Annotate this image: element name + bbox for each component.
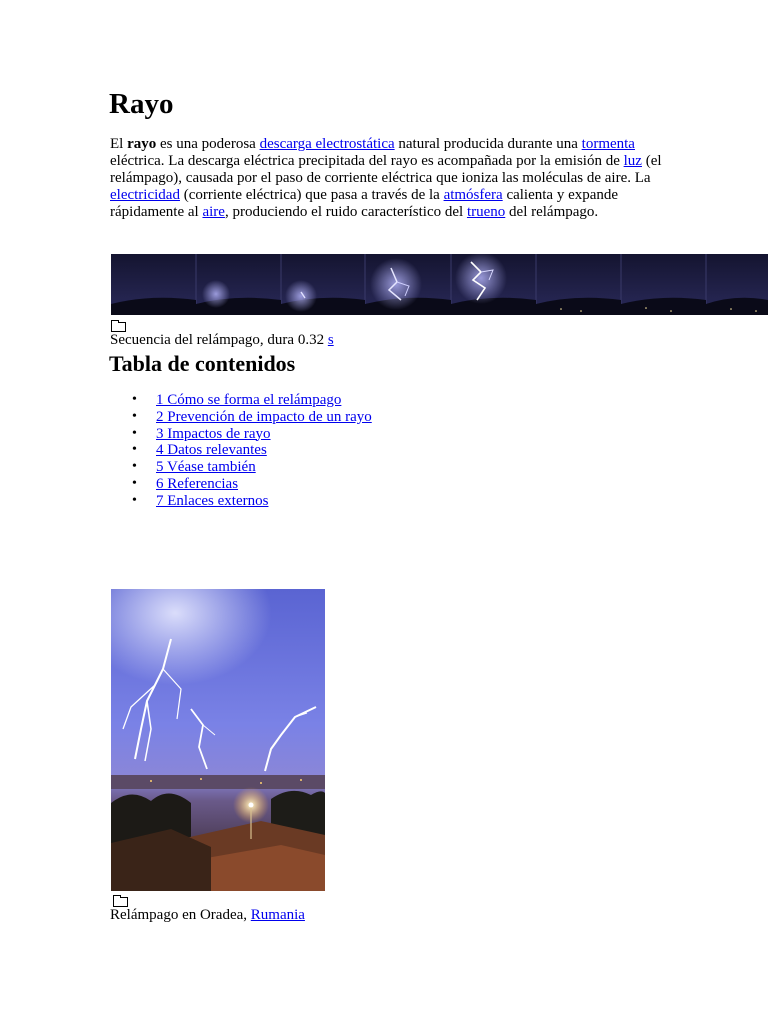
photo-caption (110, 907, 305, 924)
link-luz[interactable]: luz (623, 153, 642, 169)
toc-list (110, 392, 372, 510)
link-trueno[interactable]: trueno (466, 204, 506, 220)
enlarge-icon[interactable] (113, 897, 128, 907)
toc-link[interactable]: 2 Prevención de impacto de un rayo (156, 408, 372, 425)
intro-text: El (110, 136, 128, 152)
lightning-sequence-svg (111, 254, 768, 315)
intro-text: , produciendo el ruido característico del (224, 204, 467, 220)
link-seconds[interactable]: s (327, 332, 334, 348)
toc-link[interactable]: 4 Datos relevantes (156, 442, 267, 459)
toc-item (110, 459, 372, 476)
link-rumania[interactable]: Rumania (250, 907, 305, 923)
intro-text: (el relámpago), causada por el paso de corriente eléctrica que ioniza las moléculas de aire. La (110, 153, 662, 186)
photo-caption-text: Relámpago en Oradea, (110, 907, 251, 923)
toc-item (110, 409, 372, 426)
intro-text: eléctrica. La descarga eléctrica precipitada del rayo es acompañada por la emisión de (110, 153, 624, 169)
intro-text: natural producida durante una (394, 136, 582, 152)
sequence-caption (110, 332, 334, 349)
toc-link[interactable]: 7 Enlaces externos (156, 492, 269, 509)
toc-link[interactable]: 1 Cómo se forma el relámpago (156, 392, 342, 408)
link-aire[interactable]: aire (202, 204, 225, 220)
toc-link[interactable]: 5 Véase también (156, 459, 256, 476)
page-title: Rayo (109, 88, 174, 120)
toc-heading: Tabla de contenidos (109, 351, 296, 376)
lightning-photo[interactable] (111, 589, 325, 891)
link-electricidad[interactable]: electricidad (110, 187, 180, 203)
intro-text: del relámpago. (505, 204, 599, 220)
intro-text: (corriente eléctrica) que pasa a través de la (179, 187, 444, 203)
sequence-caption-text: Secuencia del relámpago, dura 0.32 (110, 332, 328, 348)
enlarge-icon[interactable] (111, 322, 126, 332)
toc-item (110, 442, 372, 459)
intro-paragraph (110, 136, 670, 221)
toc-item (110, 392, 372, 409)
link-tormenta[interactable]: tormenta (581, 136, 635, 152)
intro-text: es una poderosa (156, 136, 260, 152)
toc-item (110, 426, 372, 443)
intro-bold-term: rayo (127, 136, 157, 152)
toc-link[interactable]: 6 Referencias (156, 475, 239, 492)
link-descarga[interactable]: descarga electrostática (259, 136, 395, 152)
lightning-photo-svg (111, 589, 325, 891)
intro-text: calienta y expande rápidamente al (110, 187, 619, 220)
toc-link[interactable]: 3 Impactos de rayo (156, 425, 271, 442)
toc-item (110, 476, 372, 493)
link-atmosfera[interactable]: atmósfera (443, 187, 503, 203)
lightning-sequence-image[interactable] (111, 254, 768, 315)
toc-item (110, 493, 372, 510)
